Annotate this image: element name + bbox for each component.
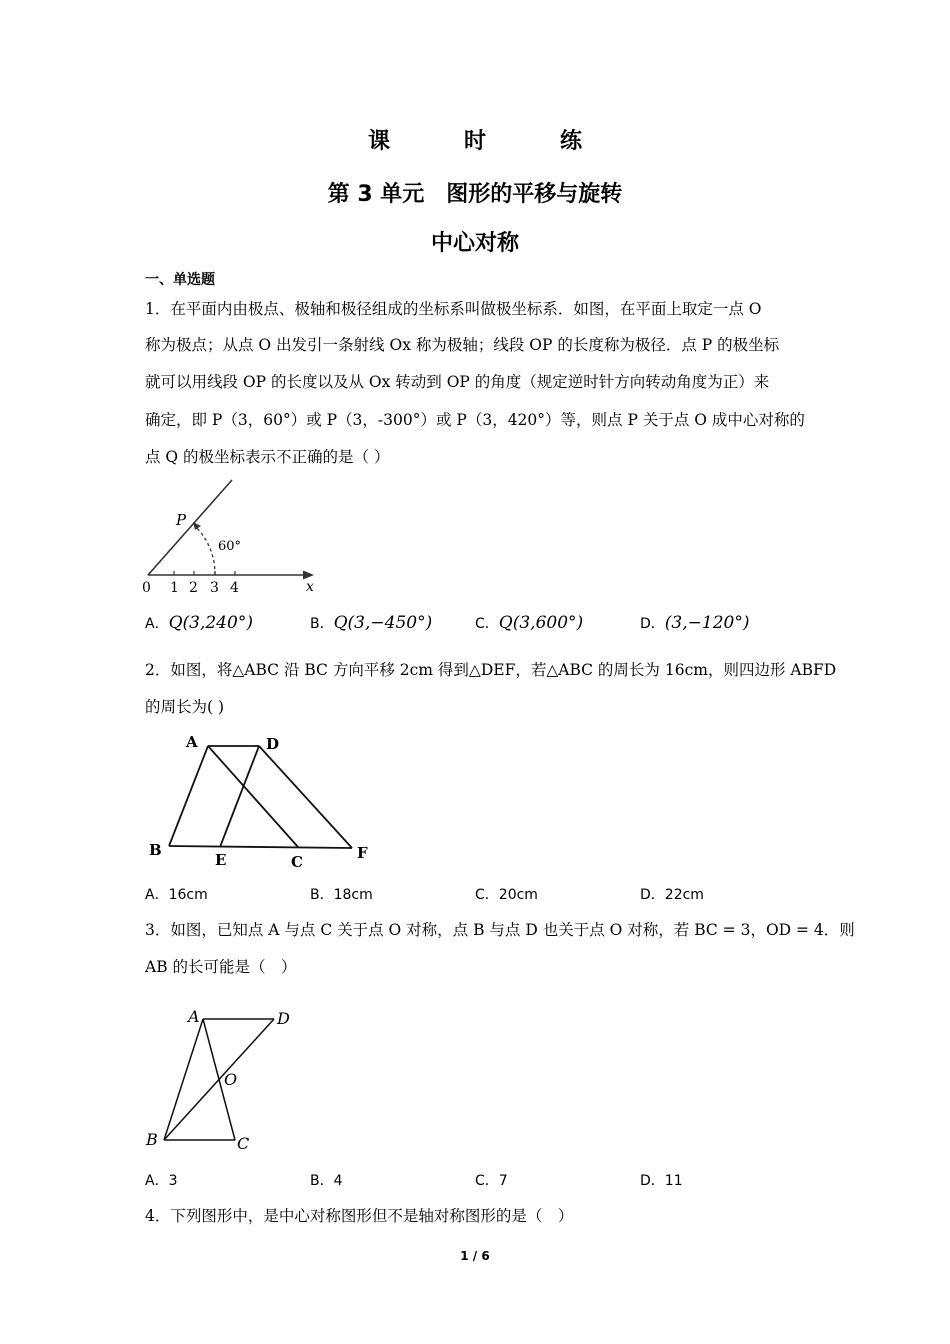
q2-option-b[interactable]: B．18cm: [310, 887, 373, 903]
q3-option-d[interactable]: D．11: [640, 1173, 683, 1189]
tick-label: 4: [230, 580, 239, 596]
q2-option-c[interactable]: C．20cm: [475, 887, 538, 903]
angle-arc: [195, 526, 215, 575]
segment-bd: [164, 1019, 274, 1140]
q4-line: 4．下列图形中，是中心对称图形但不是轴对称图形的是（ ）: [145, 1207, 574, 1225]
q2-line: 的周长为( ): [145, 698, 225, 716]
q1-line: 称为极点；从点 O 出发引一条射线 Ox 称为极轴；线段 OP 的长度称为极径．点 P 的极坐标: [145, 336, 780, 354]
section-heading: 一、单选题: [145, 272, 215, 288]
q3-line: AB 的长可能是（ ）: [145, 958, 297, 976]
q2-option-d[interactable]: D．22cm: [640, 887, 704, 903]
q1-option-a[interactable]: A．Q(3,240°): [145, 613, 253, 633]
q2-line: 2．如图，将△ABC 沿 BC 方向平移 2cm 得到△DEF，若△ABC 的周长为 16cm，则四边形 ABFD: [145, 661, 837, 679]
q1-line: 确定，即 P（3，60°）或 P（3，-300°）或 P（3，420°）等，则点 P 关于点 O 成中心对称的: [145, 411, 805, 429]
q2-option-a[interactable]: A．16cm: [145, 887, 208, 903]
q1-option-d[interactable]: D．(3,−120°): [640, 613, 750, 633]
tick-label: 3: [210, 580, 219, 596]
q3-option-a[interactable]: A．3: [145, 1173, 178, 1189]
axis-x-label: x: [306, 579, 314, 595]
polar-coordinate-figure: [138, 476, 328, 600]
label-b: B: [146, 1130, 158, 1149]
angle-label: 60°: [218, 539, 242, 554]
label-a: A: [186, 733, 198, 751]
ray-op: [148, 480, 232, 575]
q1-option-b[interactable]: B．Q(3,−450°): [310, 613, 433, 633]
segment-ab: [169, 746, 208, 846]
tick-label: 2: [189, 580, 198, 596]
q1-option-c[interactable]: C．Q(3,600°): [475, 613, 584, 633]
label-o: O: [224, 1070, 238, 1089]
q3-option-b[interactable]: B．4: [310, 1173, 343, 1189]
label-f: F: [357, 844, 368, 862]
label-d: D: [277, 1009, 290, 1028]
segment-df: [259, 746, 352, 848]
tick-label: 1: [170, 580, 179, 596]
q3-line: 3．如图，已知点 A 与点 C 关于点 O 对称，点 B 与点 D 也关于点 O 对称，若 BC = 3，OD = 4．则: [145, 921, 855, 939]
point-p-label: P: [176, 511, 187, 529]
translation-figure: [140, 728, 380, 870]
segment-bf: [169, 846, 352, 848]
label-d: D: [266, 735, 280, 753]
label-b: B: [149, 841, 162, 859]
q1-line: 1．在平面内由极点、极轴和极径组成的坐标系叫做极坐标系．如图，在平面上取定一点 O: [145, 300, 762, 318]
tick-label: 0: [142, 580, 151, 596]
q1-line: 点 Q 的极坐标表示不正确的是（ ）: [145, 448, 390, 466]
label-e: E: [215, 851, 227, 869]
central-symmetry-figure: [140, 1000, 300, 1156]
page-number: 1 / 6: [460, 1249, 490, 1263]
segment-ab: [164, 1019, 203, 1140]
q3-option-c[interactable]: C．7: [475, 1173, 508, 1189]
label-c: C: [291, 853, 303, 870]
label-a: A: [188, 1007, 200, 1026]
q1-line: 就可以用线段 OP 的长度以及从 Ox 转动到 OP 的角度（规定逆时针方向转动角度为正）来: [145, 373, 770, 391]
lesson-title: 中心对称: [430, 231, 519, 256]
document-title: 课 时 练: [367, 129, 608, 154]
unit-title: 第 3 单元 图形的平移与旋转: [327, 182, 623, 207]
label-c: C: [237, 1134, 250, 1153]
